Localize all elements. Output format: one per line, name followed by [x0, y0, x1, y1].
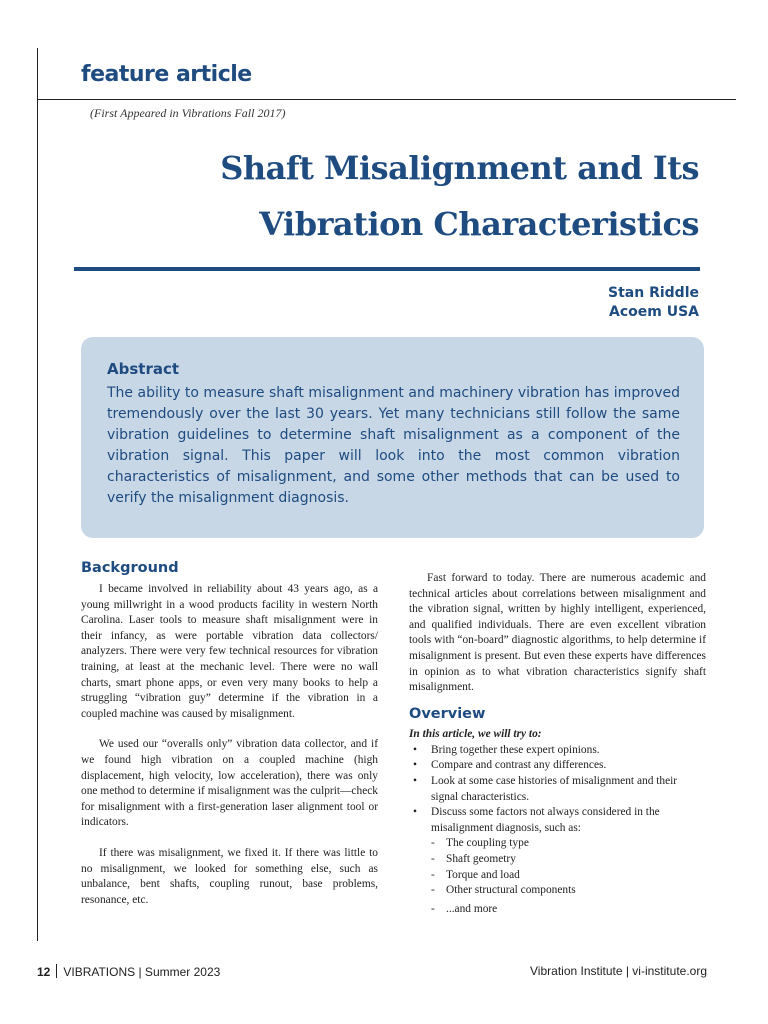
- title-divider: [74, 267, 700, 271]
- list-item: • Bring together these expert opinions.: [409, 743, 706, 759]
- overview-heading: Overview: [409, 705, 486, 722]
- abstract-text: The ability to measure shaft misalignment and machinery vibration has improved tremendously over the last 30 years. Yet many technicians still follow the same vibration guidelines to determine shaft misalignment as a component of the vibration signal. This paper will look into the most common vibration characteristics of misalignment, and some other methods that can be used to verify the misalignment diagnosis.: [107, 385, 680, 506]
- first-appeared-note: (First Appeared in Vibrations Fall 2017): [90, 106, 286, 120]
- sub-list-item: - Shaft geometry: [431, 852, 706, 868]
- fast-forward-paragraph: Fast forward to today. There are numerous academic and technical articles about correlations between misalignment and the vibration signal, written by highly intelligent, experienced, and qualified individuals. There are even excellent vibration tools with “on-board” diagnostic algorithms, to help determine if misalignment is present. But even these experts have differences in opinion as to what vibration characteristics signify shaft misalignment.: [409, 572, 706, 694]
- footer-left: [37, 964, 220, 979]
- background-paragraph-3: If there was misalignment, we fixed it. If there was little to no misalignment, we looked for something else, such as unbalance, bent shafts, coupling runout, base problems, resonance, etc.: [81, 846, 378, 906]
- page-margin-vertical-rule: [37, 48, 38, 941]
- article-title-line-2: Vibration Characteristics: [259, 205, 699, 243]
- left-column: [81, 560, 378, 908]
- footer-separator: [56, 964, 57, 978]
- right-column: [409, 571, 706, 917]
- sub-list-item: - Other structural components: [431, 883, 706, 899]
- list-item: • Compare and contrast any differences.: [409, 758, 706, 774]
- sub-list-item: - The coupling type: [431, 836, 706, 852]
- footer-institute: Vibration Institute | vi-institute.org: [530, 964, 707, 978]
- abstract-heading: Abstract: [107, 360, 180, 378]
- header-horizontal-rule: [37, 99, 736, 100]
- author-name: Stan Riddle: [608, 285, 699, 301]
- publication-issue: VIBRATIONS | Summer 2023: [63, 965, 221, 979]
- overview-intro: In this article, we will try to:: [409, 727, 542, 740]
- page-number: 12: [37, 965, 51, 979]
- list-item: • Discuss some factors not always considered in the misalignment diagnosis, such as:: [409, 805, 706, 836]
- sub-list-item: - Torque and load: [431, 868, 706, 884]
- background-paragraph-1: I became involved in reliability about 43 years ago, as a young millwright in a wood products facility in western North Carolina. Laser tools to measure shaft misalignment were in their infancy, as were portable vibration data collectors/ analyzers. There were very few technical resources for vibration training, at least at the mechanic level. There were no wall charts, smart phone apps, or even very many books to help a struggling “vibration guy” determine if the vibration in a coupled machine was caused by misalignment.: [81, 583, 378, 720]
- list-item: • Look at some case histories of misalignment and their signal characteristics.: [409, 774, 706, 805]
- section-label: feature article: [81, 62, 252, 87]
- author-block: [608, 284, 699, 322]
- factors-sub-list: [409, 836, 706, 917]
- article-title-line-1: Shaft Misalignment and Its: [220, 149, 699, 187]
- overview-bullet-list: [409, 743, 706, 837]
- sub-list-item: - ...and more: [431, 902, 706, 918]
- background-heading: Background: [81, 560, 179, 576]
- article-title: [99, 140, 699, 252]
- author-organization: Acoem USA: [609, 304, 699, 320]
- background-paragraph-2: We used our “overalls only” vibration data collector, and if we found high vibration on a coupled machine (high displacement, high velocity, low acceleration), there was only one method to determine if misalignment was the culprit—check for misalignment with a first-generation laser alignment tool or indicators.: [81, 738, 378, 829]
